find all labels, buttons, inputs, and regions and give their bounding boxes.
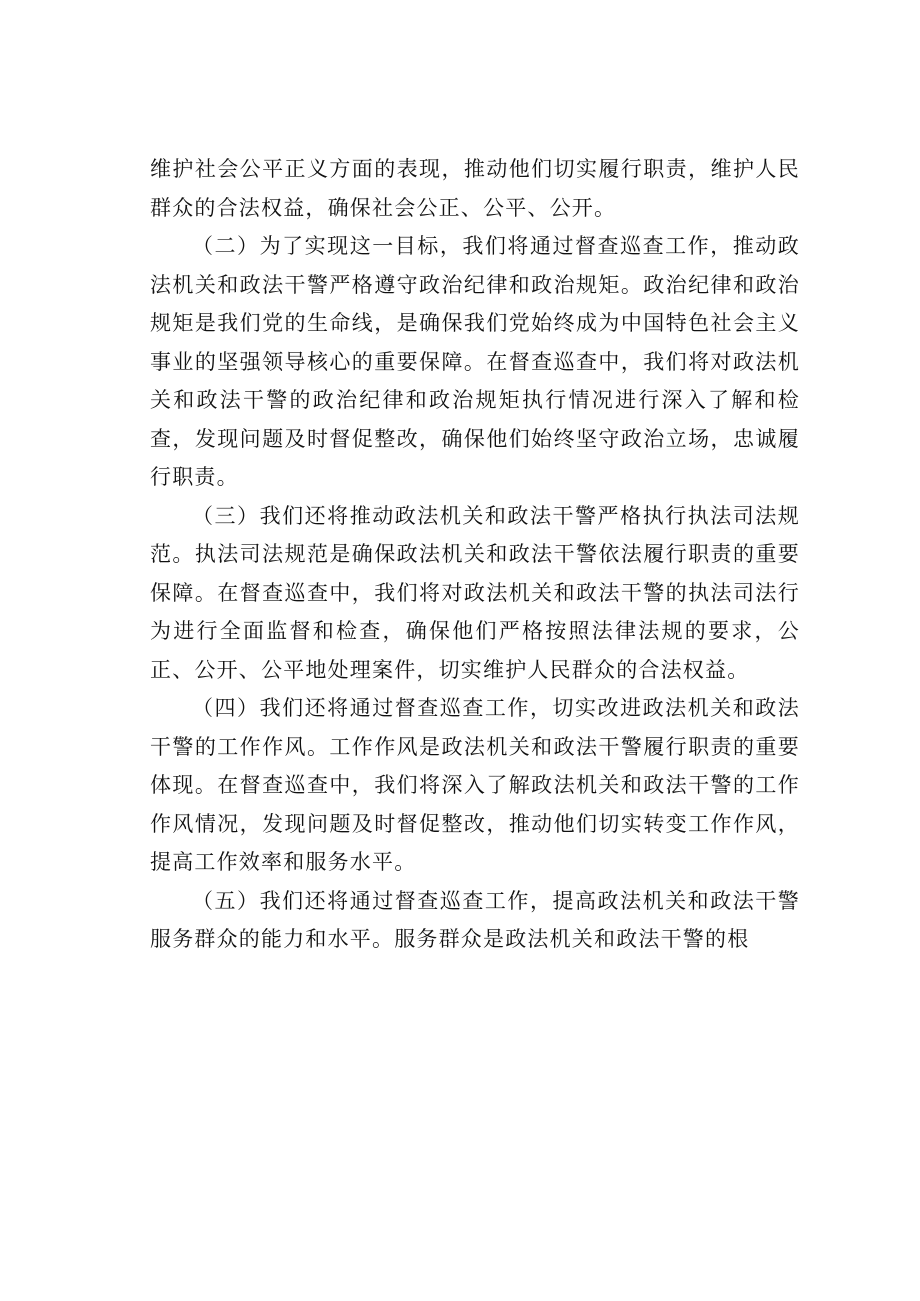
paragraph-section-3: （三）我们还将推动政法机关和政法干警严格执行执法司法规范。执法司法规范是确保政法机关和政法干警依法履行职责的重要保障。在督查巡查中，我们将对政法机关和政法干警的执法司法行为进行全面监督和检查，确保他们严格按照法律法规的要求，公正、公开、公平地处理案件，切实维护人民群众的合法权益。: [150, 503, 800, 682]
document-page: [150, 150, 800, 959]
paragraph-section-4: （四）我们还将通过督查巡查工作，切实改进政法机关和政法干警的工作作风。工作作风是政法机关和政法干警履行职责的重要体现。在督查巡查中，我们将深入了解政法机关和政法干警的工作作风情况，发现问题及时督促整改，推动他们切实转变工作作风，提高工作效率和服务水平。: [150, 696, 800, 874]
paragraph-continuation: 维护社会公平正义方面的表现，推动他们切实履行职责，维护人民群众的合法权益，确保社会公正、公平、公开。: [150, 157, 800, 220]
paragraph-section-5: （五）我们还将通过督查巡查工作，提高政法机关和政法干警服务群众的能力和水平。服务群众是政法机关和政法干警的根: [150, 888, 800, 951]
paragraph-section-2: （二）为了实现这一目标，我们将通过督查巡查工作，推动政法机关和政法干警严格遵守政治纪律和政治规矩。政治纪律和政治规矩是我们党的生命线，是确保我们党始终成为中国特色社会主义事业的坚强领导核心的重要保障。在督查巡查中，我们将对政法机关和政法干警的政治纪律和政治规矩执行情况进行深入了解和检查，发现问题及时督促整改，确保他们始终坚守政治立场，忠诚履行职责。: [150, 234, 800, 489]
